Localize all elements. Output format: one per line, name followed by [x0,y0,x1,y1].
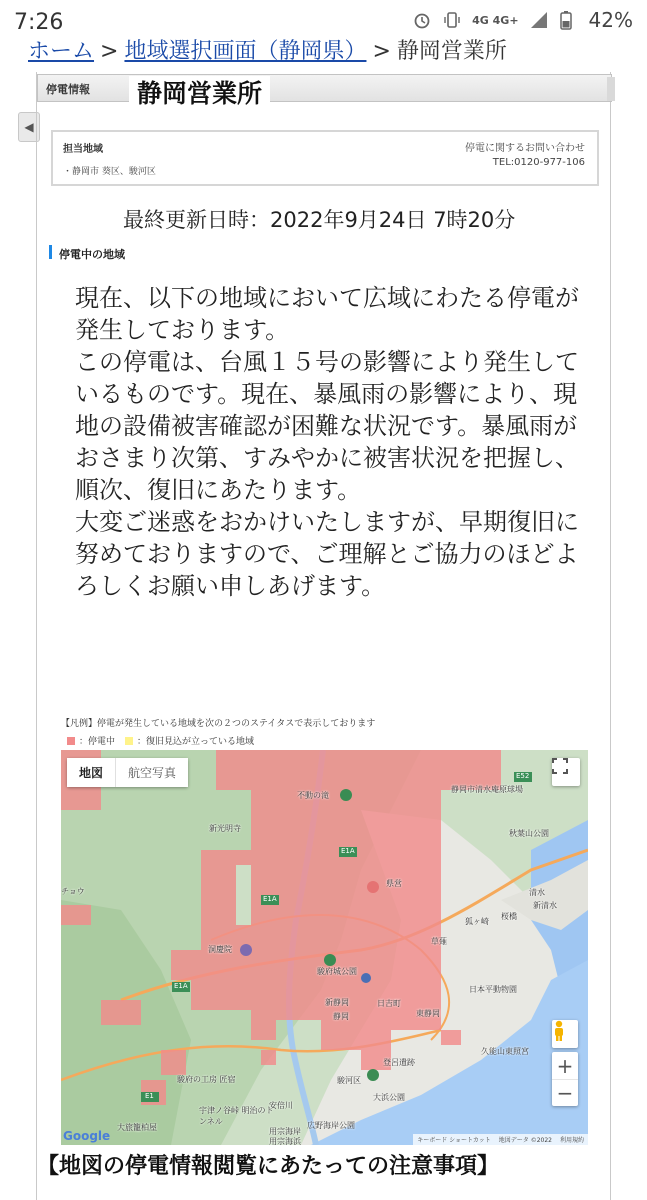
chevron-left-icon: ◀ [24,120,34,134]
map-label: 県営 [386,879,402,888]
inquiry-tel[interactable]: TEL:0120-977-106 [492,157,585,168]
map-label: 登呂遺跡 [383,1058,415,1067]
street-view-button[interactable] [552,1020,578,1048]
map-type-roadmap-button[interactable]: 地図 [67,758,115,787]
map-label: 用宗海浜 [269,1137,301,1145]
map-label: E1A [341,847,355,855]
map-label: 不動の滝 [297,791,329,800]
breadcrumb-area-link[interactable]: 地域選択画面（静岡県） [124,39,367,64]
section-heading: 停電中の地域 [49,246,125,262]
network-label: 4G 4G+ [472,13,519,27]
map-label: 東静岡 [416,1009,440,1018]
area-label: 担当地域 [63,144,103,155]
status-icons [412,8,633,32]
outage-map[interactable] [61,750,588,1145]
notice-paragraph: この停電は、台風１５号の影響により発生しているものです。現在、暴風雨の影響により、現地の設備被害確認が困難な状況です。暴風雨がおさまり次第、すみやかに被害状況を把握し、順次、復旧にあたります。 [75,348,579,504]
panel-header-edge [607,77,615,101]
map-label: 駿府の工房 匠宿 [177,1075,236,1084]
map-canvas [61,750,588,1145]
legend [67,734,254,747]
outage-notice [75,282,595,602]
alarm-icon [412,10,432,30]
panel-header-label: 停電情報 [46,83,90,96]
battery-icon [559,10,579,30]
keyboard-shortcuts-link[interactable]: キーボード ショートカット [417,1137,491,1144]
map-label: 安倍川 [269,1101,293,1110]
battery-percent: 42% [588,8,633,32]
map-label: 大旅籠柏屋 [117,1123,157,1132]
map-type-satellite-button[interactable]: 航空写真 [115,758,188,787]
vibrate-icon [442,10,462,30]
map-label: 清水 [529,888,545,897]
map-notes-heading: 【地図の停電情報閲覧にあたっての注意事項】 [37,1154,500,1179]
map-label: 駿府城公園 [317,967,357,976]
map-label: 駿河区 [337,1076,361,1085]
area-info-box [51,130,599,186]
status-time: 7:26 [14,9,64,35]
map-data-credit: 地図データ ©2022 [498,1137,552,1144]
notice-paragraph: 大変ご迷惑をおかけいたしますが、早期復旧に努めておりますので、ご理解とご協力のほどよろしくお願い申しあげます。 [75,508,579,600]
panel-header [37,74,612,102]
map-label: 秋葉山公園 [509,829,549,838]
map-label: 宇津ノ谷峠 明治のトンネル [199,1106,274,1126]
map-label: 広野海岸公園 [307,1121,355,1130]
map-label: チョウ [61,887,85,896]
zoom-out-button[interactable]: − [552,1079,578,1106]
legend-outage-label: ：停電中 [79,737,116,747]
map-label: 静岡市清水庵原球場 [451,785,523,794]
notice-paragraph: 現在、以下の地域において広域にわたる停電が発生しております。 [75,284,579,344]
breadcrumb-current: 静岡営業所 [396,39,507,64]
zoom-control [552,1052,578,1106]
legend-recovery-swatch [125,737,133,745]
map-label: 静岡 [333,1012,349,1021]
legend-recovery-label: ：復旧見込が立っている地域 [137,737,255,747]
last-updated: 最終更新日時：2022年9月24日 7時20分 [123,208,516,232]
zoom-in-button[interactable]: + [556,1053,574,1078]
map-label: E52 [516,772,530,780]
signal-icon [529,10,549,30]
inquiry-label: 停電に関するお問い合わせ [465,143,585,154]
map-label: 日吉町 [377,999,401,1008]
map-label: 桜橋 [501,912,517,921]
map-label: 新静岡 [325,998,349,1007]
breadcrumb [28,34,628,64]
legend-intro: 【凡例】停電が発生している地域を次の２つのステイタスで表示しております [61,719,376,729]
map-label: 用宗海岸 [269,1127,301,1136]
breadcrumb-home-link[interactable]: ホーム [28,39,95,64]
map-label: 草薙 [431,937,447,946]
terms-link[interactable]: 利用規約 [559,1137,584,1144]
map-label: 新光明寺 [209,824,241,833]
breadcrumb-separator: > [372,39,391,64]
map-label: 新清水 [533,901,557,910]
legend-outage-swatch [67,737,75,745]
google-logo: Google [63,1129,111,1143]
map-label: E1A [174,982,188,990]
map-label: 洞慶院 [208,945,232,954]
office-title: 静岡営業所 [129,76,270,112]
breadcrumb-separator: > [100,39,119,64]
outage-panel [36,72,611,1200]
map-label: 日本平動物園 [469,985,517,994]
map-label: E1 [145,1092,154,1100]
map-attribution [413,1134,588,1145]
map-type-control [67,758,188,787]
map-label: 大浜公園 [373,1093,405,1102]
fullscreen-button[interactable] [552,758,580,786]
area-value: ・静岡市 葵区、駿河区 [63,167,156,177]
map-label: 狐ヶ崎 [465,917,489,926]
map-label: 久能山東照宮 [481,1047,529,1056]
inquiry-info [465,142,585,170]
map-label: E1A [263,895,277,903]
